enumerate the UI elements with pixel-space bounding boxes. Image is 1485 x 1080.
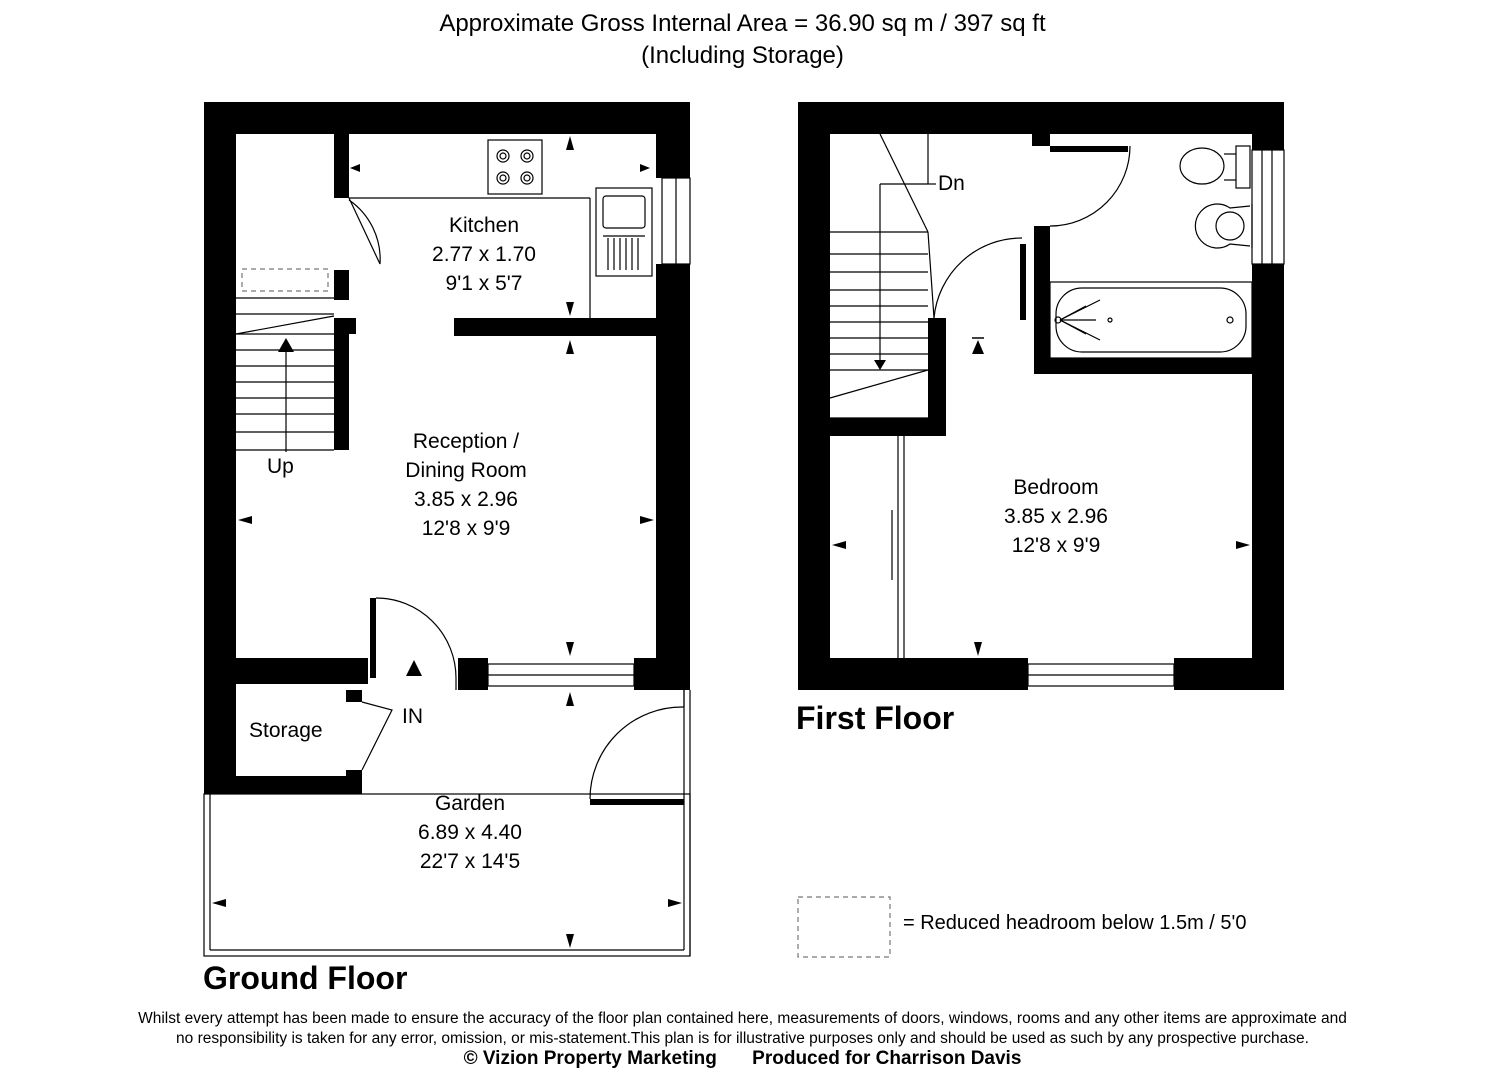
footer-credits bbox=[0, 1048, 1485, 1070]
gross-internal-area: Approximate Gross Internal Area = 36.90 sq m / 397 sq ft bbox=[439, 10, 1046, 37]
stairs-up-label: Up bbox=[267, 455, 294, 478]
kitchen-metric: 2.77 x 1.70 bbox=[432, 243, 536, 266]
first-floor-title: First Floor bbox=[796, 700, 955, 736]
disclaimer-line-2: no responsibility is taken for any error, omission, or mis-statement.This plan is for illustrative purposes only and should be used as such by any prospective purchase. bbox=[176, 1030, 1309, 1047]
garden-name: Garden bbox=[434, 792, 506, 815]
garden-metric: 6.89 x 4.40 bbox=[418, 821, 522, 844]
entrance-label: IN bbox=[402, 705, 423, 728]
legend-swatch-reduced-headroom bbox=[798, 897, 890, 957]
first-floor-walls bbox=[798, 102, 1284, 690]
kitchen-imperial: 9'1 x 5'7 bbox=[445, 272, 523, 295]
bedroom-imperial: 12'8 x 9'9 bbox=[1011, 534, 1101, 557]
garden-imperial: 22'7 x 14'5 bbox=[419, 850, 521, 873]
produced-for-text: Produced for Charrison Davis bbox=[752, 1048, 1022, 1069]
first-floor-thin-lines bbox=[830, 134, 1284, 686]
kitchen-name: Kitchen bbox=[448, 214, 520, 237]
bedroom-name: Bedroom bbox=[1013, 476, 1099, 499]
storage-note: (Including Storage) bbox=[641, 42, 844, 69]
bedroom-metric: 3.85 x 2.96 bbox=[1004, 505, 1108, 528]
reception-name-line2: Dining Room bbox=[405, 459, 527, 482]
stairs-down-label: Dn bbox=[938, 172, 965, 195]
reception-metric: 3.85 x 2.96 bbox=[414, 488, 518, 511]
reception-imperial: 12'8 x 9'9 bbox=[421, 517, 511, 540]
ground-floor-title: Ground Floor bbox=[203, 960, 408, 996]
copyright-text: © Vizion Property Marketing bbox=[463, 1048, 717, 1069]
reduced-headroom-area bbox=[242, 269, 328, 291]
reception-label bbox=[386, 427, 546, 543]
disclaimer-line-1: Whilst every attempt has been made to ensure the accuracy of the floor plan contained here, measurements of doors, windows, rooms and any other items are approximate and bbox=[138, 1010, 1347, 1027]
kitchen-label bbox=[423, 211, 545, 298]
garden-label bbox=[400, 789, 540, 876]
bedroom-label bbox=[986, 473, 1126, 560]
legend-reduced-headroom-text: = Reduced headroom below 1.5m / 5'0 bbox=[903, 912, 1247, 934]
reception-name-line1: Reception / bbox=[412, 430, 520, 453]
storage-name: Storage bbox=[249, 719, 323, 742]
